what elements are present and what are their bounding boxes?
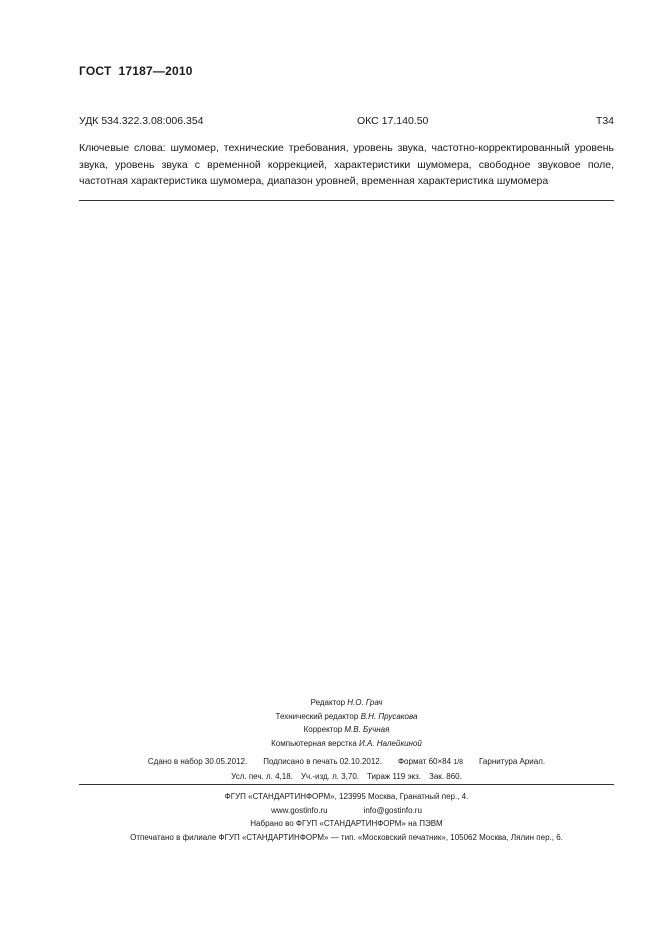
typeface: Гарнитура Ариал. [479, 757, 546, 766]
group-code: Т34 [595, 115, 614, 127]
staff-line [79, 710, 614, 724]
staff-name: М.В. Бучная [344, 725, 390, 734]
staff-line [79, 696, 614, 710]
paper-format: Формат 60×84 [397, 757, 452, 766]
divider-top [79, 200, 614, 201]
submitted-date: Сдано в набор 30.05.2012. [147, 757, 248, 766]
oks-code: ОКС 17.140.50 [357, 115, 429, 127]
publisher-website: www.gostinfo.ru [271, 805, 328, 815]
print-sheets: Усл. печ. л. 4,18. [231, 771, 293, 781]
publisher-info [79, 790, 614, 844]
print-info-line-1 [79, 755, 614, 770]
staff-credits [79, 696, 614, 750]
classification-row [79, 115, 614, 129]
paper-format-fraction: 1/8 [453, 759, 464, 766]
publisher-email: info@gostinfo.ru [363, 805, 422, 815]
publisher-contacts [79, 804, 614, 818]
staff-role: Компьютерная верстка [271, 738, 357, 748]
staff-name: В.Н. Прусакова [360, 711, 418, 721]
printing-note: Отпечатано в филиале ФГУП «СТАНДАРТИНФОРМ» — тип. «Московский печатник», 105062 Москва, Лялин пер., 6. [130, 832, 563, 842]
staff-line [79, 737, 614, 751]
order-number: Зак. 860. [429, 771, 462, 781]
udk-code: УДК 534.322.3.08:006.354 [79, 115, 204, 127]
staff-name: Н.О. Грач [347, 698, 383, 707]
keywords-paragraph: Ключевые слова: шумомер, технические требования, уровень звука, частотно-корректированный уровень звука, уровень звука с временной коррекцией, характеристики шумомера, свободное звуковое поле, частотная характеристика шумомера, диапазон уровней, временная характеристика шумомера [79, 142, 614, 187]
staff-name: И.А. Налейкиной [359, 738, 422, 748]
publisher-address: ФГУП «СТАНДАРТИНФОРМ», 123995 Москва, Гранатный пер., 4. [224, 792, 469, 801]
typeset-note: Набрано во ФГУП «СТАНДАРТИНФОРМ» на ПЭВМ [250, 819, 443, 828]
print-info [79, 755, 614, 783]
print-info-line-2 [79, 770, 614, 784]
publishing-sheets: Уч.-изд. л. 3,70. [300, 771, 359, 781]
staff-role: Корректор [303, 725, 343, 734]
circulation: Тираж 119 экз. [367, 771, 422, 781]
staff-role: Технический редактор [275, 711, 359, 721]
staff-line [79, 723, 614, 737]
divider-bottom [79, 784, 614, 785]
staff-role: Редактор [310, 698, 346, 707]
document-code: ГОСТ 17187—2010 [79, 64, 193, 78]
signed-date: Подписано в печать 02.10.2012. [263, 757, 382, 766]
